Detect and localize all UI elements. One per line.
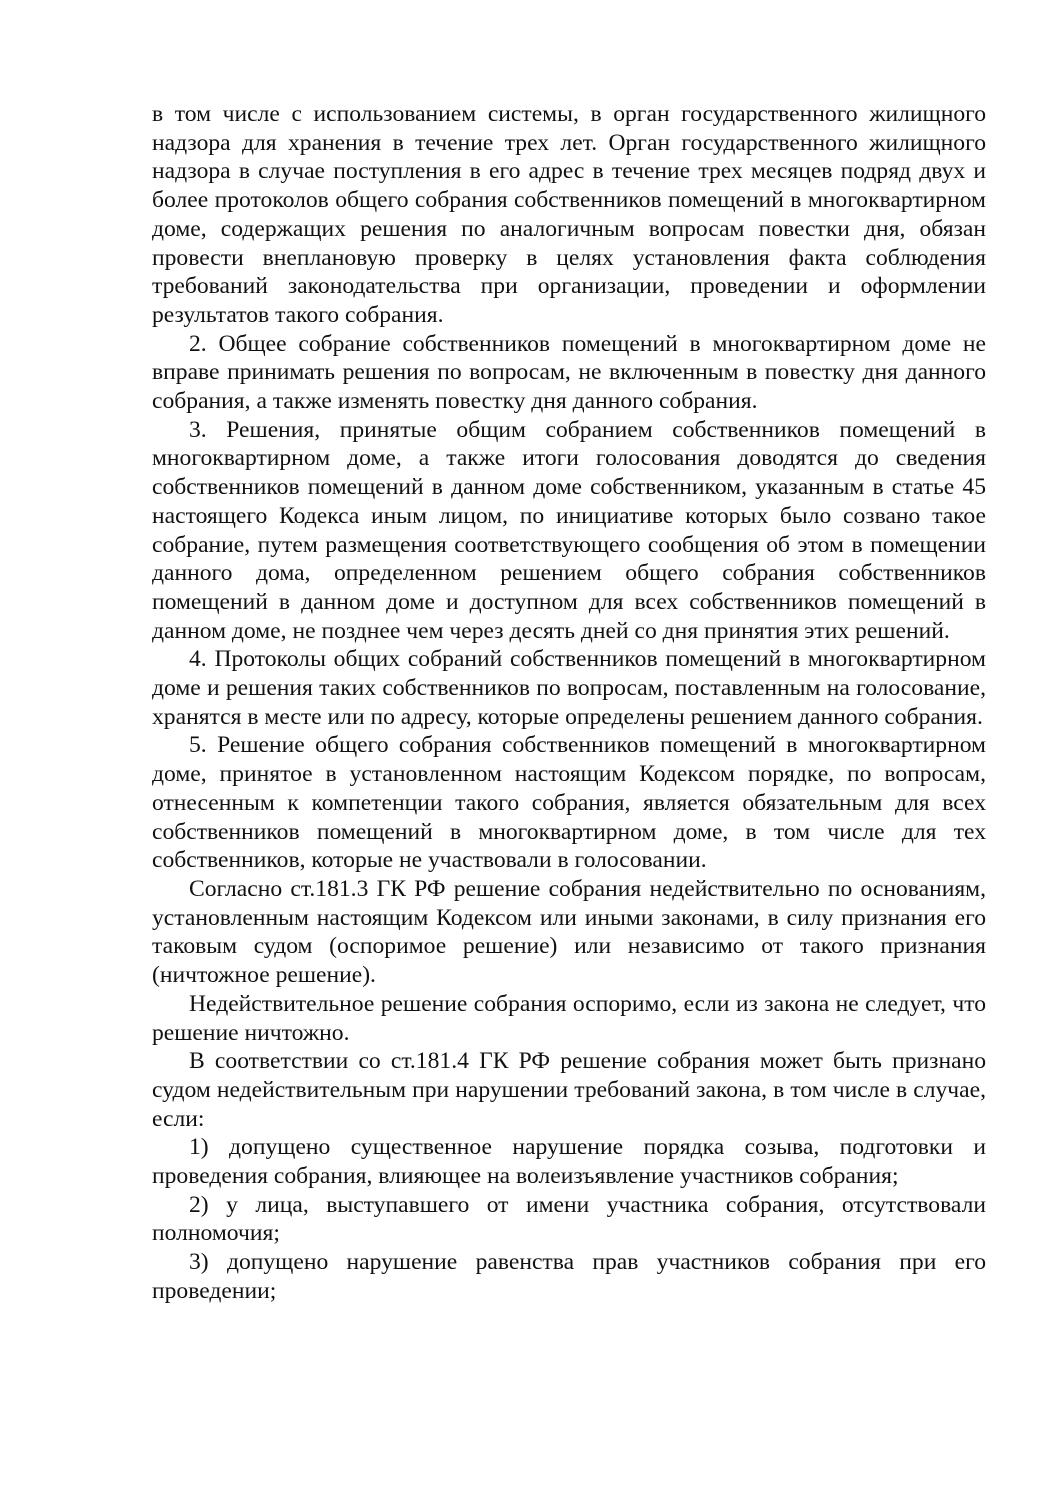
paragraph-gk-181-4: В соответствии со ст.181.4 ГК РФ решение собрания может быть признано судом недействительным при нарушении требований закона, в том числе в случае, если: <box>152 1048 986 1132</box>
document-page <box>152 100 986 1306</box>
paragraph-invalid-decision: Недействительное решение собрания оспоримо, если из закона не следует, что решение ничтожно. <box>152 990 986 1046</box>
paragraph-item-4: 4. Протоколы общих собраний собственников помещений в многоквартирном доме и решения таких собственников по вопросам, поставленным на голосование, хранятся в месте или по адресу, которые определены решением данного собрания. <box>152 646 986 730</box>
paragraph-item-2: 2. Общее собрание собственников помещений в многоквартирном доме не вправе принимать решения по вопросам, не включенным в повестку дня данного собрания, а также изменять повестку дня данного собрания. <box>152 330 986 415</box>
paragraph-item-5: 5. Решение общего собрания собственников помещений в многоквартирном доме, принятое в установленном настоящим Кодексом порядке, по вопросам, отнесенным к компетенции такого собрания, является обязательным для всех собственников помещений в многоквартирном доме, в том числе для тех собственников, которые не участвовали в голосовании. <box>152 732 986 874</box>
paragraph-subitem-2: 2) у лица, выступавшего от имени участника собрания, отсутствовали полномочия; <box>152 1191 986 1247</box>
paragraph-subitem-3: 3) допущено нарушение равенства прав участников собрания при его проведении; <box>152 1249 986 1304</box>
paragraph-gk-181-3: Согласно ст.181.3 ГК РФ решение собрания недействительно по основаниям, установленным настоящим Кодексом или иными законами, в силу признания его таковым судом (оспоримое решение) или независимо от такого признания (ничтожное решение). <box>152 875 986 989</box>
paragraph-subitem-1: 1) допущено существенное нарушение порядка созыва, подготовки и проведения собрания, влияющее на волеизъявление участников собрания; <box>152 1134 986 1190</box>
paragraph-item-3: 3. Решения, принятые общим собранием собственников помещений в многоквартирном доме, а также итоги голосования доводятся до сведения собственников помещений в данном доме собственником, указанным в статье 45 настоящего Кодекса иным лицом, по инициативе которых было созвано такое собрание, путем размещения соответствующего сообщения об этом в помещении данного дома, определенном решением общего собрания собственников помещений в данном доме и доступном для всех собственников помещений в данном доме, не позднее чем через десять дней со дня принятия этих решений. <box>152 416 986 644</box>
paragraph-continuation: в том числе с использованием системы, в орган государственного жилищного надзора для хранения в течение трех лет. Орган государственного жилищного надзора в случае поступления в его адрес в течение трех месяцев подряд двух и более протоколов общего собрания собственников помещений в многоквартирном доме, содержащих решения по аналогичным вопросам повестки дня, обязан провести внеплановую проверку в целях установления факта соблюдения требований законодательства при организации, проведении и оформлении результатов такого собрания. <box>152 101 986 328</box>
